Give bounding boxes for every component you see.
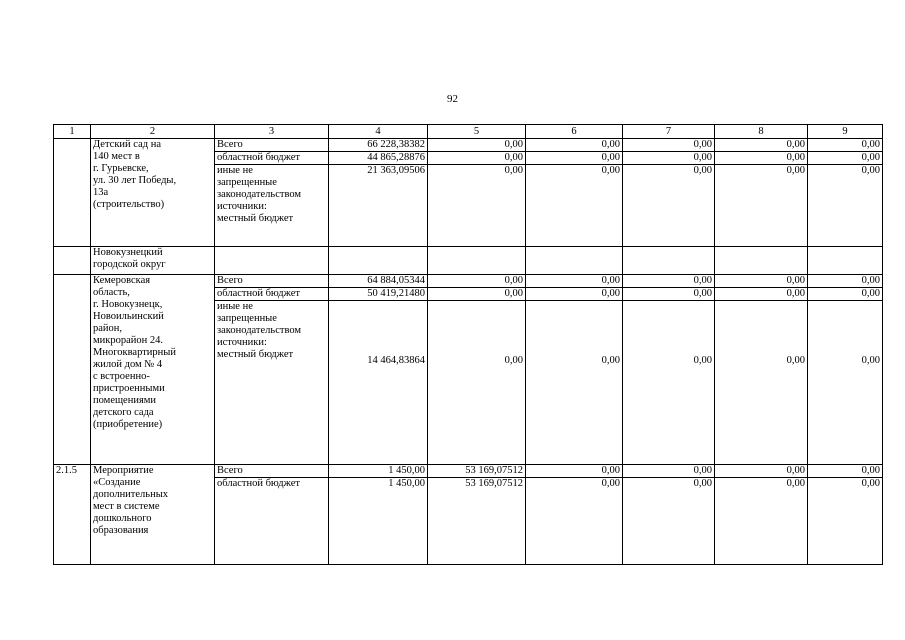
value-cell: 0,00: [526, 275, 623, 288]
value-cell: 0,00: [428, 301, 526, 465]
item-number: [54, 247, 91, 275]
funding-source: областной бюджет: [215, 478, 329, 565]
value-cell: 14 464,83864: [329, 301, 428, 465]
funding-source: Всего: [215, 139, 329, 152]
empty-cell: [428, 247, 526, 275]
value-cell: 0,00: [428, 139, 526, 152]
header-cell: 8: [715, 125, 808, 139]
funding-source: иные не запрещенные законодательством источники: местный бюджет: [215, 301, 329, 465]
value-cell: 0,00: [526, 301, 623, 465]
funding-source: Всего: [215, 275, 329, 288]
empty-cell: [215, 247, 329, 275]
value-cell: 1 450,00: [329, 465, 428, 478]
value-cell: 0,00: [623, 288, 715, 301]
value-cell: 0,00: [623, 152, 715, 165]
item-name: Кемеровская область, г. Новокузнецк, Новоильинский район, микрорайон 24. Многоквартирный жилой дом № 4 с встроенно- пристроенными помещениями детского сада (приобретение): [91, 275, 215, 465]
header-cell: 1: [54, 125, 91, 139]
value-cell: 0,00: [808, 478, 883, 565]
value-cell: 0,00: [808, 465, 883, 478]
item-name: Новокузнецкий городской округ: [91, 247, 215, 275]
value-cell: 53 169,07512: [428, 478, 526, 565]
value-cell: 0,00: [526, 478, 623, 565]
value-cell: 0,00: [715, 165, 808, 247]
value-cell: 0,00: [623, 301, 715, 465]
value-cell: 0,00: [623, 478, 715, 565]
value-cell: 50 419,21480: [329, 288, 428, 301]
budget-table: [53, 124, 883, 565]
value-cell: 0,00: [715, 152, 808, 165]
item-number: 2.1.5: [54, 465, 91, 565]
item-number: [54, 139, 91, 247]
value-cell: 0,00: [715, 301, 808, 465]
header-cell: 9: [808, 125, 883, 139]
value-cell: 0,00: [428, 152, 526, 165]
value-cell: 0,00: [428, 275, 526, 288]
value-cell: 0,00: [526, 288, 623, 301]
funding-source: областной бюджет: [215, 288, 329, 301]
value-cell: 64 884,05344: [329, 275, 428, 288]
value-cell: 0,00: [715, 288, 808, 301]
empty-cell: [329, 247, 428, 275]
empty-cell: [623, 247, 715, 275]
value-cell: 0,00: [526, 465, 623, 478]
value-cell: 0,00: [623, 165, 715, 247]
item-number: [54, 275, 91, 465]
value-cell: 0,00: [623, 139, 715, 152]
header-cell: 7: [623, 125, 715, 139]
value-cell: 53 169,07512: [428, 465, 526, 478]
value-cell: 0,00: [808, 152, 883, 165]
value-cell: 0,00: [808, 139, 883, 152]
table-row: [54, 275, 883, 288]
header-cell: 6: [526, 125, 623, 139]
value-cell: 0,00: [715, 465, 808, 478]
value-cell: 0,00: [526, 165, 623, 247]
value-cell: 0,00: [428, 288, 526, 301]
item-name: Детский сад на 140 мест в г. Гурьевске, ул. 30 лет Победы, 13а (строительство): [91, 139, 215, 247]
value-cell: 0,00: [808, 288, 883, 301]
empty-cell: [808, 247, 883, 275]
table-row: [54, 139, 883, 152]
value-cell: 0,00: [715, 139, 808, 152]
header-cell: 5: [428, 125, 526, 139]
funding-source: Всего: [215, 465, 329, 478]
header-cell: 4: [329, 125, 428, 139]
funding-source: областной бюджет: [215, 152, 329, 165]
value-cell: 0,00: [623, 465, 715, 478]
value-cell: 0,00: [526, 152, 623, 165]
value-cell: 66 228,38382: [329, 139, 428, 152]
empty-cell: [526, 247, 623, 275]
page-number: 92: [447, 93, 458, 105]
header-row: [54, 125, 883, 139]
item-name: Мероприятие «Создание дополнительных мест в системе дошкольного образования: [91, 465, 215, 565]
value-cell: 0,00: [428, 165, 526, 247]
value-cell: 0,00: [715, 275, 808, 288]
funding-source: иные не запрещенные законодательством источники: местный бюджет: [215, 165, 329, 247]
empty-cell: [715, 247, 808, 275]
value-cell: 1 450,00: [329, 478, 428, 565]
table-row: [54, 247, 883, 275]
value-cell: 44 865,28876: [329, 152, 428, 165]
table-row: [54, 465, 883, 478]
value-cell: 0,00: [715, 478, 808, 565]
header-cell: 3: [215, 125, 329, 139]
value-cell: 21 363,09506: [329, 165, 428, 247]
value-cell: 0,00: [808, 275, 883, 288]
value-cell: 0,00: [623, 275, 715, 288]
header-cell: 2: [91, 125, 215, 139]
value-cell: 0,00: [808, 301, 883, 465]
value-cell: 0,00: [808, 165, 883, 247]
value-cell: 0,00: [526, 139, 623, 152]
